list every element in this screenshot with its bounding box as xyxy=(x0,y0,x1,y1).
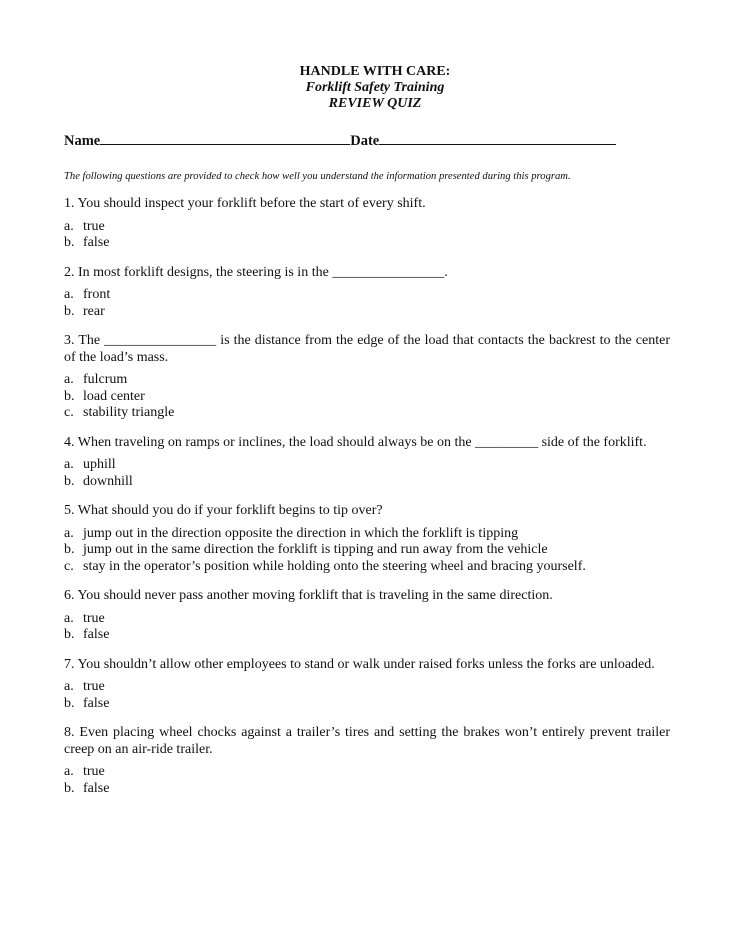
date-label: Date xyxy=(350,133,380,149)
answer-options xyxy=(64,611,670,644)
option-letter: b. xyxy=(64,627,75,642)
option-text: front xyxy=(83,287,111,302)
quiz-header xyxy=(80,64,670,112)
question-4 xyxy=(64,435,670,491)
answer-option[interactable] xyxy=(64,287,670,304)
answer-option[interactable] xyxy=(64,764,670,781)
option-text: load center xyxy=(83,388,145,404)
answer-options xyxy=(64,679,670,712)
question-5 xyxy=(64,503,670,575)
option-text: false xyxy=(83,235,110,250)
answer-option[interactable] xyxy=(64,611,670,628)
date-field[interactable] xyxy=(379,143,616,145)
question-list xyxy=(64,196,670,797)
option-text: jump out in the direction opposite the direction in which the forklift is tipping xyxy=(83,525,519,541)
answer-option[interactable] xyxy=(64,457,670,474)
option-letter: a. xyxy=(64,218,74,234)
option-text: downhill xyxy=(83,473,133,489)
option-text: true xyxy=(83,610,105,626)
option-letter: a. xyxy=(64,610,74,626)
option-letter: a. xyxy=(64,764,74,779)
answer-options xyxy=(64,764,670,797)
option-text: true xyxy=(83,218,105,234)
question-7 xyxy=(64,657,670,713)
question-text: 6. You should never pass another moving forklift that is traveling in the same direction. xyxy=(64,588,553,603)
option-text: rear xyxy=(83,303,105,319)
answer-option[interactable] xyxy=(64,627,670,644)
answer-option[interactable] xyxy=(64,542,670,559)
intro-text: The following questions are provided to check how well you understand the information presented during this program. xyxy=(64,171,571,182)
question-text: 8. Even placing wheel chocks against a trailer’s tires and setting the brakes won’t entirely prevent trailer creep on an air-ride trailer. xyxy=(64,725,670,757)
question-text: 7. You shouldn’t allow other employees to stand or walk under raised forks unless the forks are unloaded. xyxy=(64,656,655,672)
question-8 xyxy=(64,725,670,797)
answer-option[interactable] xyxy=(64,235,670,252)
option-letter: b. xyxy=(64,542,75,557)
option-letter: b. xyxy=(64,303,75,319)
option-letter: b. xyxy=(64,235,75,250)
option-letter: a. xyxy=(64,525,74,541)
question-text: 2. In most forklift designs, the steering is in the ________________. xyxy=(64,264,448,280)
document-subtitle: Forklift Safety Training xyxy=(305,80,445,95)
question-1 xyxy=(64,196,670,252)
option-letter: b. xyxy=(64,473,75,489)
option-letter: a. xyxy=(64,457,74,472)
answer-options xyxy=(64,526,670,576)
option-text: fulcrum xyxy=(83,372,128,387)
option-text: false xyxy=(83,780,110,796)
answer-option[interactable] xyxy=(64,781,670,798)
option-text: false xyxy=(83,627,110,642)
option-text: true xyxy=(83,764,105,779)
answer-option[interactable] xyxy=(64,372,670,389)
quiz-label: REVIEW QUIZ xyxy=(328,96,422,111)
option-text: stability triangle xyxy=(83,405,175,420)
answer-option[interactable] xyxy=(64,559,670,576)
question-text: 5. What should you do if your forklift begins to tip over? xyxy=(64,503,383,518)
answer-option[interactable] xyxy=(64,304,670,321)
name-date-row xyxy=(64,133,670,150)
document-title: HANDLE WITH CARE: xyxy=(299,64,451,79)
answer-option[interactable] xyxy=(64,389,670,406)
name-label: Name xyxy=(64,133,101,149)
option-letter: b. xyxy=(64,388,75,404)
question-text: 3. The ________________ is the distance from the edge of the load that contacts the backrest to the center of the load’s mass. xyxy=(64,333,670,365)
question-text: 4. When traveling on ramps or inclines, the load should always be on the _________ side of the forklift. xyxy=(64,434,647,450)
question-3 xyxy=(64,333,670,422)
answer-options xyxy=(64,219,670,252)
option-letter: b. xyxy=(64,780,75,796)
answer-option[interactable] xyxy=(64,526,670,543)
option-text: stay in the operator’s position while holding onto the steering wheel and bracing yourself. xyxy=(83,558,586,574)
option-letter: a. xyxy=(64,287,74,302)
question-2 xyxy=(64,265,670,321)
answer-option[interactable] xyxy=(64,679,670,696)
name-field[interactable] xyxy=(100,143,350,145)
option-text: true xyxy=(83,679,105,694)
question-text: 1. You should inspect your forklift before the start of every shift. xyxy=(64,196,426,211)
answer-option[interactable] xyxy=(64,405,670,422)
option-letter: c. xyxy=(64,558,74,574)
question-6 xyxy=(64,588,670,644)
answer-option[interactable] xyxy=(64,696,670,713)
option-letter: b. xyxy=(64,695,75,711)
option-text: uphill xyxy=(83,457,116,472)
option-letter: c. xyxy=(64,405,74,420)
option-letter: a. xyxy=(64,372,74,387)
answer-options xyxy=(64,372,670,422)
answer-option[interactable] xyxy=(64,474,670,491)
answer-options xyxy=(64,457,670,490)
answer-options xyxy=(64,287,670,320)
option-text: false xyxy=(83,695,110,711)
option-text: jump out in the same direction the forklift is tipping and run away from the vehicle xyxy=(83,542,548,557)
option-letter: a. xyxy=(64,679,74,694)
answer-option[interactable] xyxy=(64,219,670,236)
